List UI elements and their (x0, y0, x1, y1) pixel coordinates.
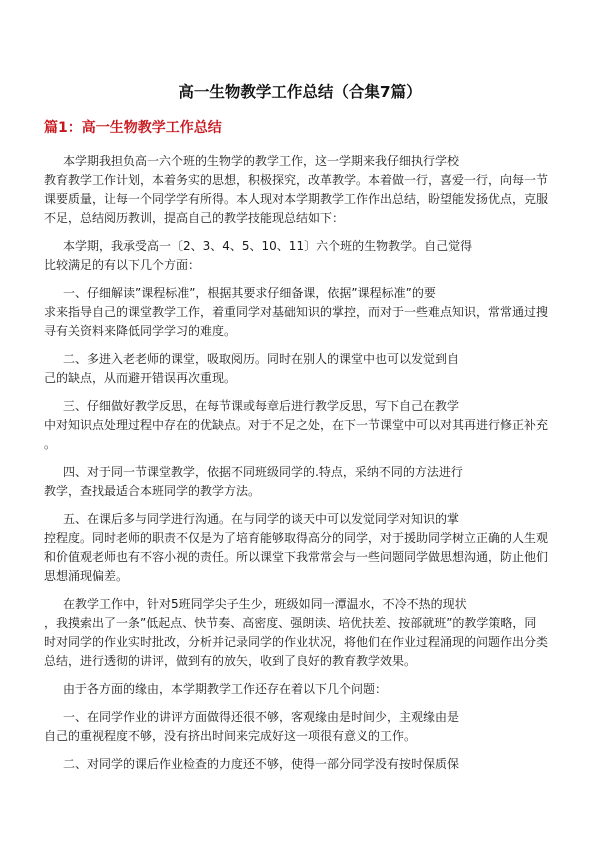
paragraph-line: 教学，查找最适合本班同学的教学方法。 (44, 484, 261, 498)
paragraph-line: 。 (44, 437, 57, 451)
paragraph-line: 一、仔细解读”课程标准”，根据其要求仔细备课，依据”课程标准”的要 (63, 286, 436, 300)
paragraph-line: 教育教学工作计划，本着务实的思想，积极探究，改革教学。本着做一行，喜爱一行，向每一节 (44, 173, 549, 187)
paragraph-line: 四、对于同一节课堂教学，依据不同班级同学的.特点，采纳不同的方法进行 (63, 465, 463, 479)
paragraph-line: 和价值观老师也有不容小视的责任。所以课堂下我常常会与一些问题同学做思想沟通，防止他们 (44, 550, 549, 564)
paragraph-line: 求来指导自己的课堂教学工作，着重同学对基础知识的掌控，而对于一些难点知识，常常通过搜 (44, 305, 549, 319)
paragraph-line: 一、在同学作业的讲评方面做得还很不够，客观缘由是时间少，主观缘由是 (63, 710, 460, 724)
paragraph-line: 不足，总结阅历教训，提高自己的教学技能现总结如下： (44, 211, 345, 225)
paragraph-line: 时对同学的作业实时批改，分析并记录同学的作业状况，将他们在作业过程涌现的问题作出分类 (44, 635, 549, 649)
paragraph-line: 二、多进入老老师的课堂，吸取阅历。同时在别人的课堂中也可以发觉到自 (63, 352, 460, 366)
document-title: 高一生物教学工作总结（合集7篇） (178, 83, 422, 101)
paragraph-line: 课要质量，让每一个同学学有所得。本人现对本学期教学工作作出总结，盼望能发扬优点，克服 (44, 192, 549, 206)
paragraph-line: 二、对同学的课后作业检查的力度还不够，使得一部分同学没有按时保质保 (63, 757, 460, 771)
paragraph-line: 思想涌现偏差。 (44, 569, 129, 583)
paragraph-line: 在教学工作中，针对5班同学尖子生少，班级如同一潭温水，不冷不热的现状 (63, 597, 467, 611)
paragraph-line: 五、在课后多与同学进行沟通。在与同学的谈天中可以发觉同学对知识的掌 (63, 512, 460, 526)
paragraph-line: 控程度。同时老师的职责不仅是为了培育能够取得高分的同学，对于援助同学树立正确的人生观 (44, 531, 549, 545)
paragraph-line: ，我摸索出了一条”低起点、快节奏、高密度、强朗读、培优扶差、按部就班”的教学策略，同 (44, 616, 537, 630)
paragraph-line: 由于各方面的缘由，本学期教学工作还存在着以下几个问题： (63, 682, 388, 696)
paragraph-line: 寻有关资料来降低同学学习的难度。 (44, 324, 237, 338)
paragraph-line: 己的缺点，从而避开错误再次重现。 (44, 371, 237, 385)
paragraph-line: 比较满足的有以下几个方面： (44, 258, 201, 272)
paragraph-line: 中对知识点处理过程中存在的优缺点。对于不足之处，在下一节课堂中可以对其再进行修正补充 (44, 418, 549, 432)
paragraph-line: 本学期，我承受高一〔2、3、4、5、10、11〕六个班的生物教学。自己觉得 (63, 239, 473, 253)
paragraph-line: 自己的重视程度不够，没有挤出时间来完成好这一项很有意义的工作。 (44, 729, 417, 743)
paragraph-line: 总结，进行透彻的讲评，做到有的放矢，收到了良好的教育教学效果。 (44, 654, 417, 668)
section-heading: 篇1：高一生物教学工作总结 (44, 120, 222, 136)
paragraph-line: 三、仔细做好教学反思，在每节课或每章后进行教学反思，写下自己在教学 (63, 399, 460, 413)
paragraph-line: 本学期我担负高一六个班的生物学的教学工作，这一学期来我仔细执行学校 (63, 154, 460, 168)
